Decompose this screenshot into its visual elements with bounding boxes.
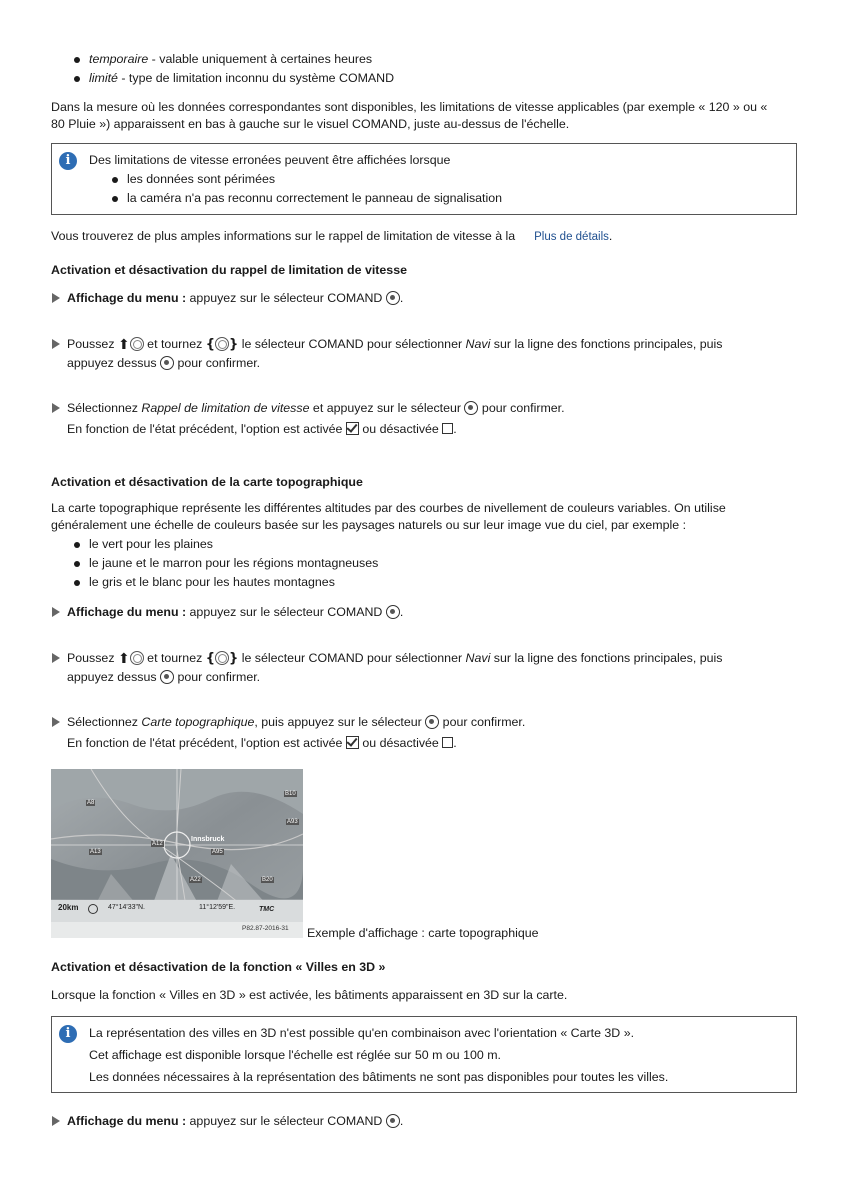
checkbox-checked-icon [346, 736, 359, 749]
road-label: A22 [190, 877, 201, 883]
comand-press-icon [160, 670, 174, 684]
step-line: appuyez dessus pour confirmer. [67, 356, 261, 370]
comand-press-icon [464, 401, 478, 415]
step-arrow-icon [52, 717, 60, 727]
figure-caption: Exemple d'affichage : carte topographique [307, 926, 539, 940]
comand-press-icon [386, 291, 400, 305]
paragraph-line: La carte topographique représente les différentes altitudes par des courbes de nivellement de couleurs variables. On utilise [51, 501, 726, 515]
step-line: Poussez ⬆ et tournez { } le sélecteur COMAND pour sélectionner Navi sur la ligne des fonctions principales, puis [67, 651, 723, 667]
step-arrow-icon [52, 607, 60, 617]
road-label: A95 [212, 849, 223, 855]
paragraph-line: 80 Pluie ») apparaissent en bas à gauche sur le visuel COMAND, juste au-dessus de l'échelle. [51, 117, 570, 131]
road-label: B10 [285, 791, 296, 797]
paragraph-line: Lorsque la fonction « Villes en 3D » est activée, les bâtiments apparaissent en 3D sur la carte. [51, 988, 568, 1002]
rotate-icon: { } [205, 651, 239, 666]
paragraph-line: Dans la mesure où les données correspondantes sont disponibles, les limitations de vitesse applicables (par exemple « 120 » ou « [51, 100, 768, 114]
section-heading: Activation et désactivation de la fonction « Villes en 3D » [51, 960, 386, 974]
step-arrow-icon [52, 403, 60, 413]
info-line: La représentation des villes en 3D n'est possible qu'en combinaison avec l'orientation « Carte 3D ». [89, 1026, 635, 1040]
step-line: Affichage du menu : appuyez sur le sélecteur COMAND . [67, 605, 404, 619]
info-line: Les données nécessaires à la représentation des bâtiments ne sont pas disponibles pour toutes les villes. [89, 1070, 669, 1084]
list-item: limité - type de limitation inconnu du système COMAND [89, 71, 395, 85]
step-line: En fonction de l'état précédent, l'option est activée ou désactivée . [67, 736, 457, 750]
info-title: Des limitations de vitesse erronées peuvent être affichées lorsque [89, 153, 451, 167]
topographic-map-image [51, 769, 303, 938]
bullet-dot [74, 542, 80, 548]
road-label: A8 [87, 800, 95, 806]
controller-icon [130, 651, 144, 665]
list-item: les données sont périmées [127, 172, 276, 186]
comand-press-icon [425, 715, 439, 729]
info-box [51, 1016, 797, 1093]
checkbox-empty-icon [442, 737, 453, 748]
step-line: Sélectionnez Rappel de limitation de vitesse et appuyez sur le sélecteur pour confirmer. [67, 401, 565, 415]
comand-press-icon [160, 356, 174, 370]
push-up-icon: ⬆ [117, 337, 130, 353]
bullet-dot [74, 57, 80, 63]
info-line: Cet affichage est disponible lorsque l'échelle est réglée sur 50 m ou 100 m. [89, 1048, 501, 1062]
road-label: A12 [152, 841, 163, 847]
tmc-label: TMC [259, 906, 275, 913]
controller-icon [130, 337, 144, 351]
rotate-icon: { } [205, 337, 239, 352]
step-line: Affichage du menu : appuyez sur le sélecteur COMAND . [67, 1114, 404, 1128]
list-item: le vert pour les plaines [89, 537, 213, 551]
bullet-dot [74, 580, 80, 586]
step-line: Sélectionnez Carte topographique, puis appuyez sur le sélecteur pour confirmer. [67, 715, 526, 729]
section-heading: Activation et désactivation de la carte topographique [51, 475, 363, 489]
list-item: le jaune et le marron pour les régions montagneuses [89, 556, 379, 570]
step-line: En fonction de l'état précédent, l'option est activée ou désactivée . [67, 422, 457, 436]
step-arrow-icon [52, 653, 60, 663]
bullet-dot [112, 177, 118, 183]
checkbox-empty-icon [442, 423, 453, 434]
bullet-dot [74, 561, 80, 567]
step-arrow-icon [52, 339, 60, 349]
road-label: A13 [90, 849, 101, 855]
step-line: Affichage du menu : appuyez sur le sélecteur COMAND . [67, 291, 404, 305]
paragraph-line: généralement une échelle de couleurs basée sur les paysages naturels ou sur leur image vue du ciel, par exemple : [51, 518, 687, 532]
latitude-label: 47°14'33"N. [108, 904, 145, 911]
step-arrow-icon [52, 293, 60, 303]
checkbox-checked-icon [346, 422, 359, 435]
info-box [51, 143, 797, 215]
step-line: Poussez ⬆ et tournez { } le sélecteur COMAND pour sélectionner Navi sur la ligne des fonctions principales, puis [67, 337, 723, 353]
road-label: B20 [262, 877, 273, 883]
info-icon: i [59, 1025, 77, 1043]
push-up-icon: ⬆ [117, 651, 130, 667]
list-item: le gris et le blanc pour les hautes montagnes [89, 575, 335, 589]
section-heading: Activation et désactivation du rappel de limitation de vitesse [51, 263, 407, 277]
figure-reference: P82.87-2016-31 [242, 925, 289, 932]
road-label: A93 [287, 819, 298, 825]
step-line: appuyez dessus pour confirmer. [67, 670, 261, 684]
step-arrow-icon [52, 1116, 60, 1126]
scale-label: 20km [58, 903, 79, 912]
list-item: temporaire - valable uniquement à certaines heures [89, 52, 373, 66]
info-icon: i [59, 152, 77, 170]
list-item: la caméra n'a pas reconnu correctement le panneau de signalisation [127, 191, 503, 205]
compass-icon [88, 904, 98, 914]
city-label: Innsbruck [191, 836, 225, 843]
longitude-label: 11°12'59"E. [199, 904, 236, 911]
comand-press-icon [386, 605, 400, 619]
more-info-line: Vous trouverez de plus amples informations sur le rappel de limitation de vitesse à la Plus de détails. [51, 229, 613, 243]
comand-press-icon [386, 1114, 400, 1128]
bullet-dot [112, 196, 118, 202]
details-link[interactable]: Plus de détails [534, 231, 609, 243]
bullet-dot [74, 76, 80, 82]
